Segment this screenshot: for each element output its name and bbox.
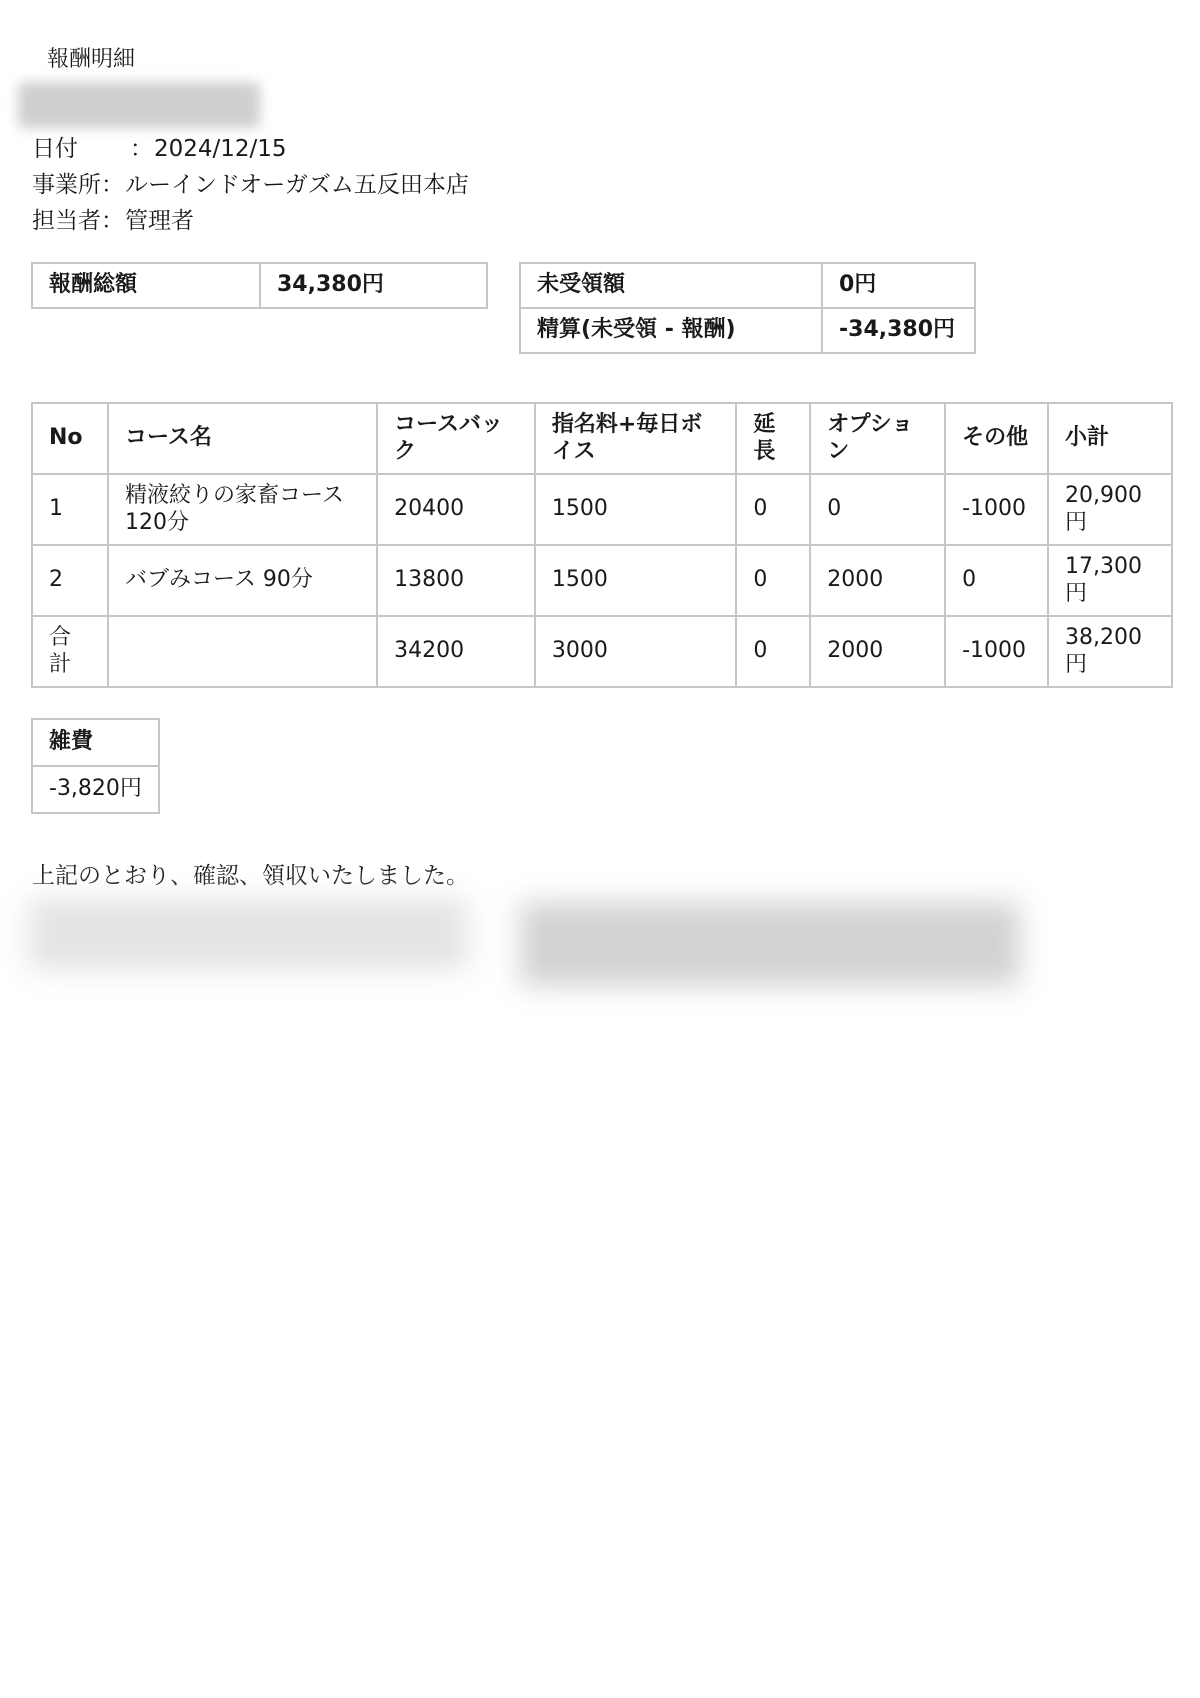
confirmation-text: 上記のとおり、確認、領収いたしました。 <box>32 863 469 889</box>
misc-value: -3,820円 <box>32 766 159 813</box>
date-line <box>32 130 287 163</box>
cell-course-name: 精液絞りの家畜コース120分 <box>108 474 377 545</box>
cell-option: 0 <box>810 474 945 545</box>
cell-subtotal: 20,900円 <box>1048 474 1172 545</box>
cell-nomination-fee: 1500 <box>535 545 737 616</box>
total-label: 報酬総額 <box>32 263 260 308</box>
document-title: 報酬明細 <box>47 47 136 72</box>
cell-subtotal: 17,300円 <box>1048 545 1172 616</box>
header-extension: 延長 <box>736 403 810 474</box>
cell-total-label: 合計 <box>32 616 108 687</box>
date-value: 2024/12/15 <box>154 136 287 162</box>
staff-value: 管理者 <box>125 208 194 234</box>
cell-no: 1 <box>32 474 108 545</box>
staff-line <box>32 202 194 235</box>
header-subtotal: 小計 <box>1048 403 1172 474</box>
date-colon: ： <box>130 136 153 162</box>
header-course-name: コース名 <box>108 403 377 474</box>
total-value: 34,380円 <box>260 263 487 308</box>
redacted-signature-right <box>520 902 1020 986</box>
cell-other: -1000 <box>945 616 1048 687</box>
header-nomination-fee: 指名料+毎日ボイス <box>535 403 737 474</box>
header-no: No <box>32 403 108 474</box>
cell-nomination-fee: 3000 <box>535 616 737 687</box>
cell-no: 2 <box>32 545 108 616</box>
staff-colon: ： <box>101 208 124 234</box>
header-course-back: コースバック <box>377 403 535 474</box>
table-header-row <box>32 403 1172 474</box>
office-line <box>32 166 469 199</box>
header-option: オプション <box>810 403 945 474</box>
cell-course-back: 20400 <box>377 474 535 545</box>
cell-option: 2000 <box>810 545 945 616</box>
unreceived-label: 未受領額 <box>520 263 822 308</box>
misc-label: 雑費 <box>32 719 159 766</box>
cell-course-back: 13800 <box>377 545 535 616</box>
misc-expense-table <box>31 718 160 814</box>
settlement-value: -34,380円 <box>822 308 975 353</box>
cell-course-name: バブみコース 90分 <box>108 545 377 616</box>
cell-course-back: 34200 <box>377 616 535 687</box>
table-row <box>32 545 1172 616</box>
office-value: ルーインドオーガズム五反田本店 <box>125 172 469 198</box>
cell-extension: 0 <box>736 616 810 687</box>
total-summary-table <box>31 262 488 309</box>
course-table <box>31 402 1173 688</box>
settlement-summary-table <box>519 262 976 354</box>
cell-option: 2000 <box>810 616 945 687</box>
table-total-row <box>32 616 1172 687</box>
date-label: 日付 <box>32 136 78 162</box>
settlement-label: 精算(未受領 - 報酬) <box>520 308 822 353</box>
cell-extension: 0 <box>736 474 810 545</box>
office-label: 事業所 <box>32 172 101 198</box>
cell-subtotal: 38,200円 <box>1048 616 1172 687</box>
cell-extension: 0 <box>736 545 810 616</box>
redacted-signature-left <box>28 898 468 970</box>
table-row <box>32 474 1172 545</box>
office-colon: ： <box>101 172 124 198</box>
cell-course-name <box>108 616 377 687</box>
cell-other: 0 <box>945 545 1048 616</box>
header-other: その他 <box>945 403 1048 474</box>
redacted-recipient-name <box>18 82 260 128</box>
cell-nomination-fee: 1500 <box>535 474 737 545</box>
staff-label: 担当者 <box>32 208 101 234</box>
unreceived-value: 0円 <box>822 263 975 308</box>
cell-other: -1000 <box>945 474 1048 545</box>
